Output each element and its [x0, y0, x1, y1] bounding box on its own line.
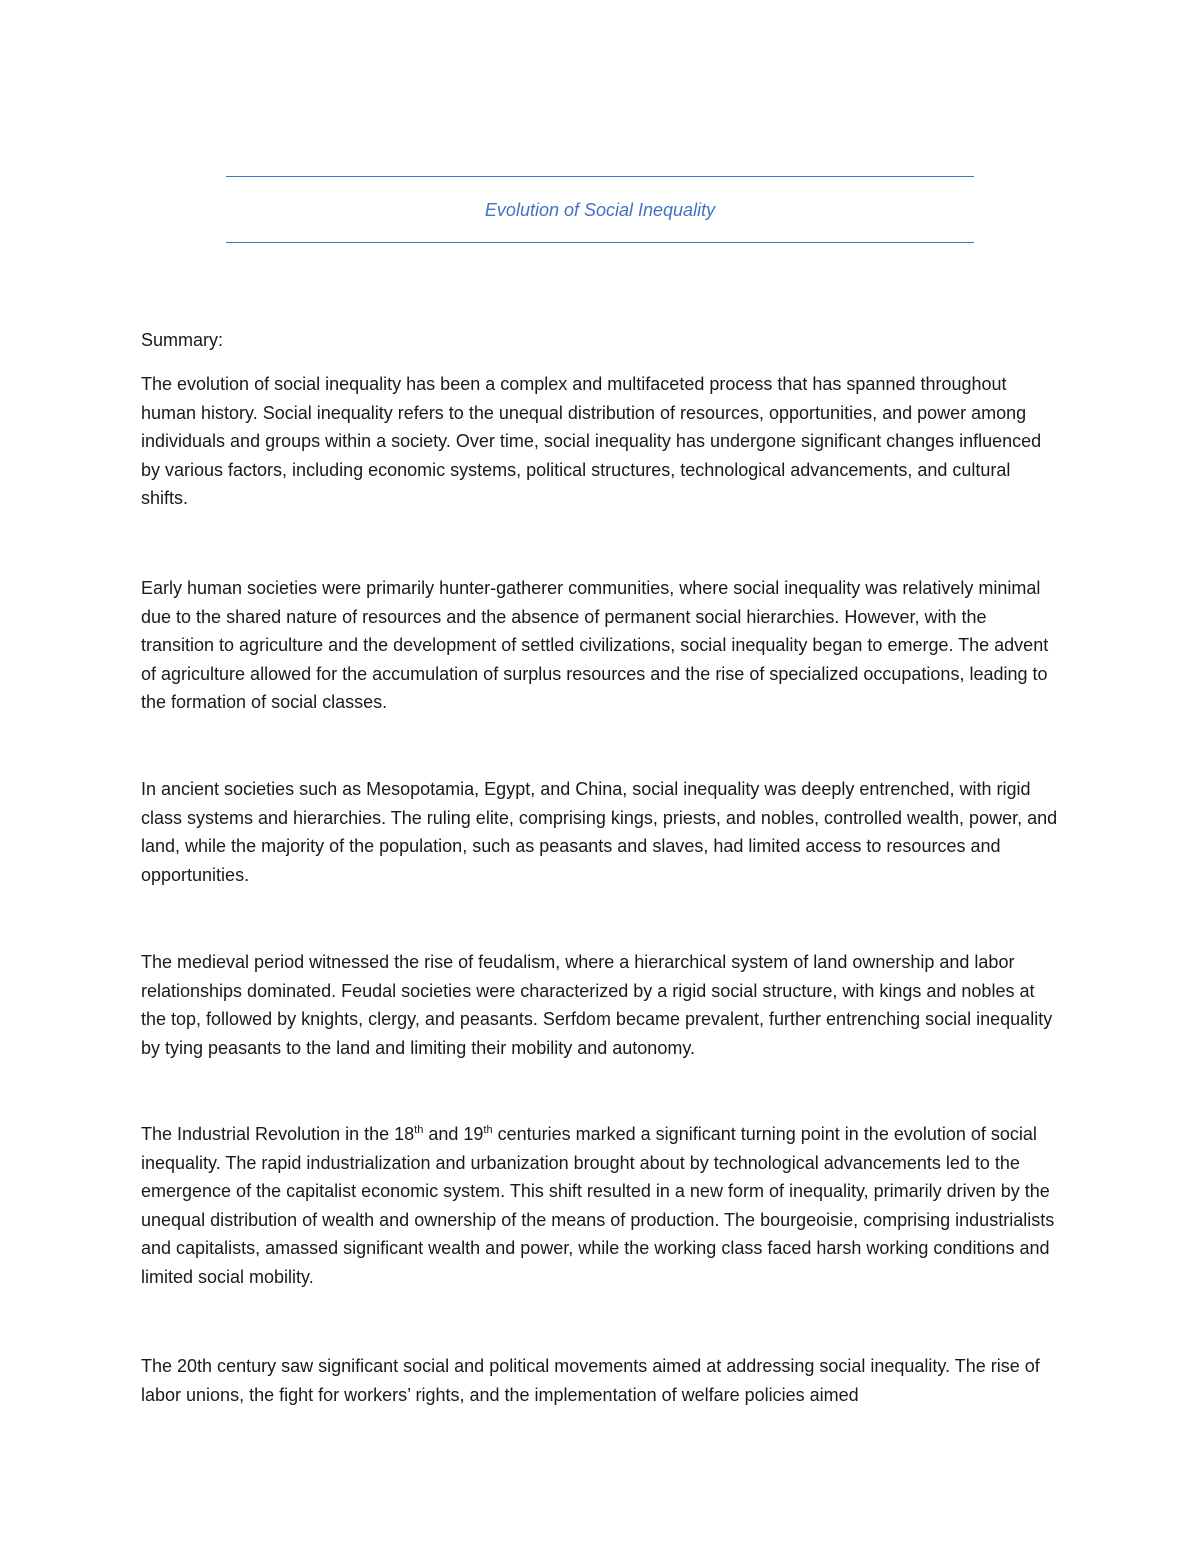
document-title: Evolution of Social Inequality [484, 200, 716, 220]
paragraph-4: The medieval period witnessed the rise of feudalism, where a hierarchical system of land ownership and labor relationships dominated. Feudal societies were characterized by a rigid social structure, with kings and nobles at the top, followed by knights, clergy, and peasants. Serfdom became prevalent, further entrenching social inequality by tying peasants to the land and limiting their mobility and autonomy. [141, 952, 1053, 1058]
superscript-th-1: th [414, 1124, 424, 1136]
paragraph-5-part-1: The Industrial Revolution in the 18 [141, 1124, 415, 1144]
paragraph-1: The evolution of social inequality has been a complex and multifaceted process that has spanned throughout human history. Social inequality refers to the unequal distribution of resources, opportunities, and power among individuals and groups within a society. Over time, social inequality has undergone significant changes influenced by various factors, including economic systems, political structures, technological advancements, and cultural shifts. [141, 374, 1042, 508]
paragraph-5 [141, 1120, 1061, 1291]
title-rule-bottom [226, 242, 974, 243]
title-block [226, 176, 974, 244]
paragraph-5-part-3: centuries marked a significant turning point in the evolution of social inequality. The rapid industrialization and urbanization brought about by technological advancements led to the emergence of the capitalist economic system. This shift resulted in a new form of inequality, primarily driven by the unequal distribution of wealth and ownership of the means of production. The bourgeoisie, comprising industrialists and capitalists, amassed significant wealth and power, while the working class faced harsh working conditions and limited social mobility. [141, 1124, 1055, 1287]
superscript-th-2: th [483, 1124, 493, 1136]
title-rule-top [226, 176, 974, 177]
paragraph-3: In ancient societies such as Mesopotamia, Egypt, and China, social inequality was deeply entrenched, with rigid class systems and hierarchies. The ruling elite, comprising kings, priests, and nobles, controlled wealth, power, and land, while the majority of the population, such as peasants and slaves, had limited access to resources and opportunities. [141, 779, 1058, 885]
paragraph-5-part-2: and 19 [423, 1124, 484, 1144]
summary-label: Summary: [141, 330, 224, 350]
paragraph-6: The 20th century saw significant social and political movements aimed at addressing social inequality. The rise of labor unions, the fight for workers’ rights, and the implementation of welfare policies aimed [141, 1356, 1040, 1405]
paragraph-2: Early human societies were primarily hunter-gatherer communities, where social inequality was relatively minimal due to the shared nature of resources and the absence of permanent social hierarchies. However, with the transition to agriculture and the development of settled civilizations, social inequality began to emerge. The advent of agriculture allowed for the accumulation of surplus resources and the rise of specialized occupations, leading to the formation of social classes. [141, 578, 1049, 712]
